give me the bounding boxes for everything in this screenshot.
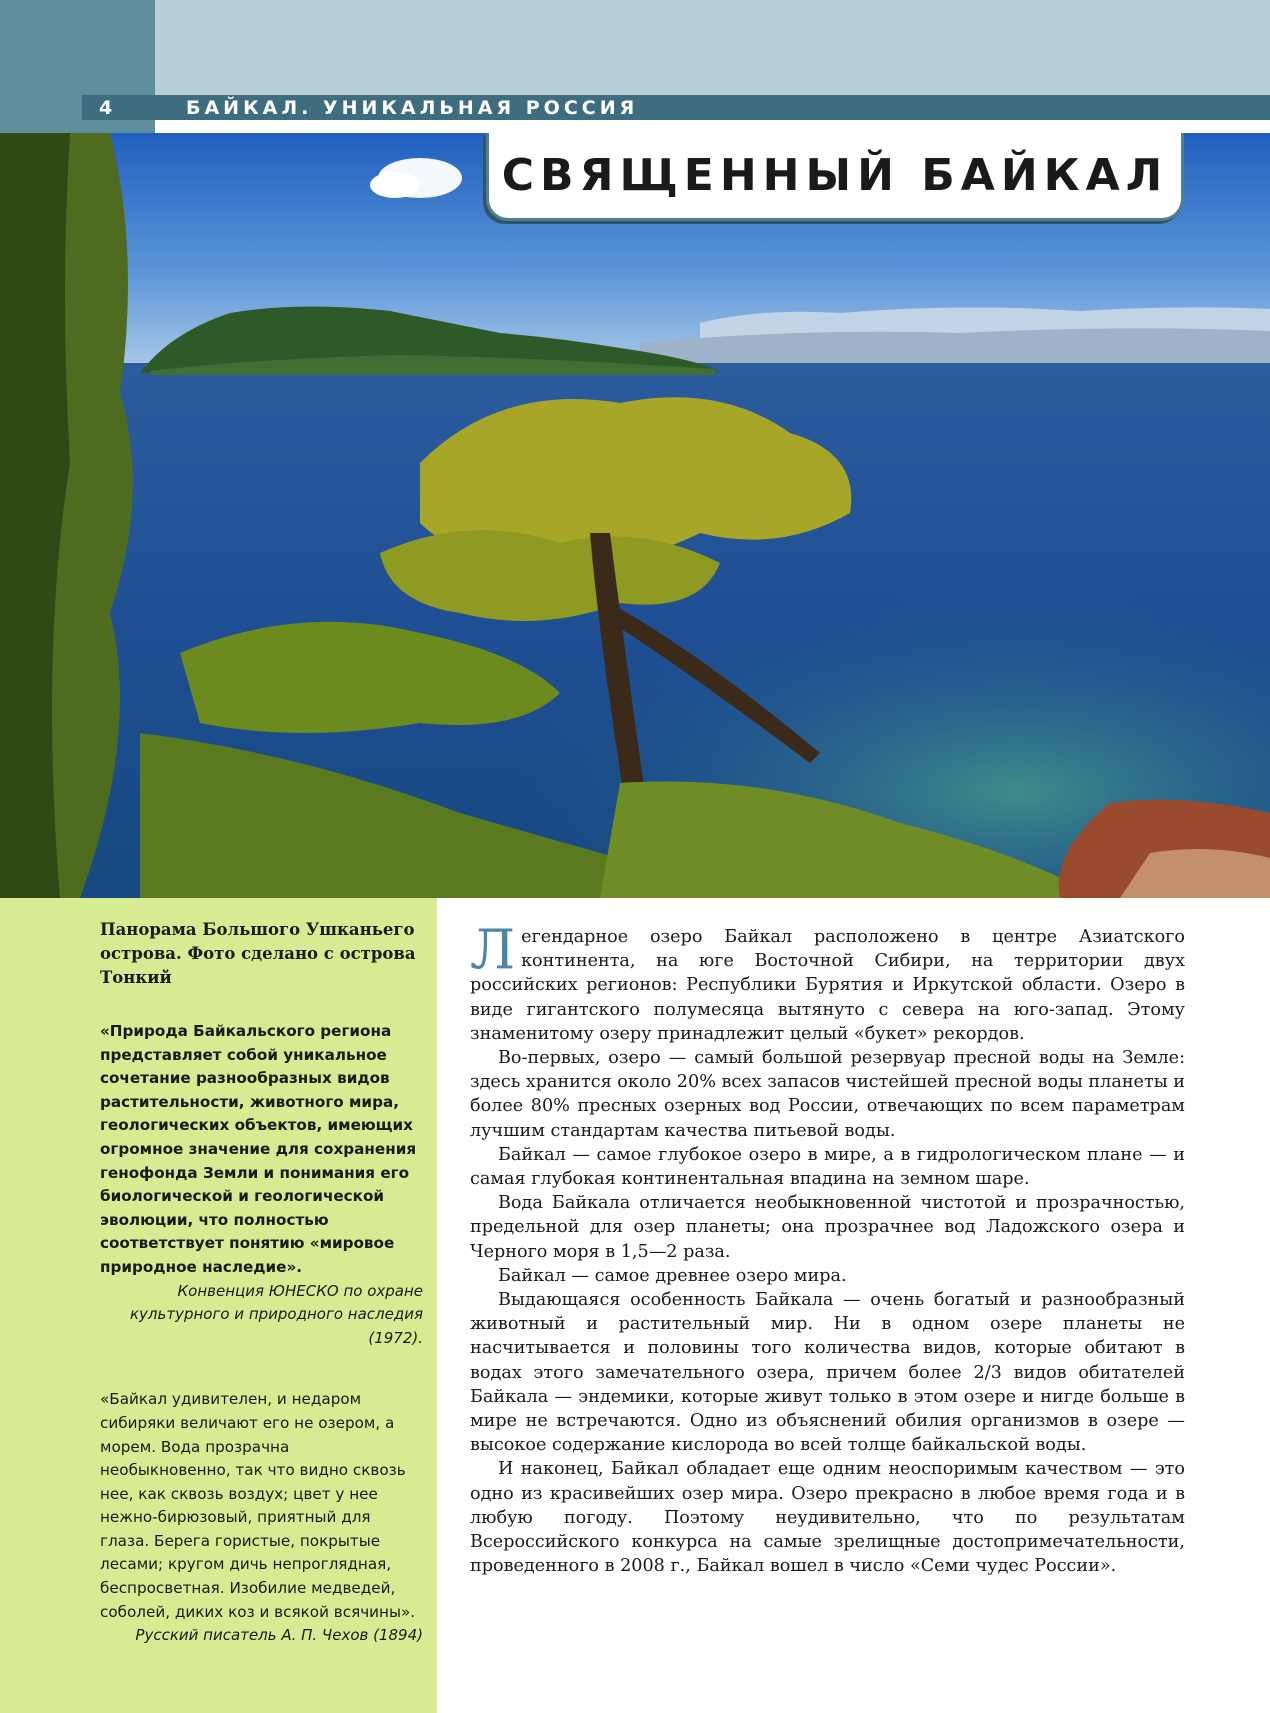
title-box xyxy=(486,133,1184,221)
chekhov-quote: «Байкал удивителен, и недаром сибиряки величают его не озером, а морем. Вода прозрачна необыкновенно, так что видно сквозь нее, как сквозь воздух; цвет у нее нежно-бирюзовый, приятный для глаза. Берега гористые, покрытые лесами; кругом дичь непроглядная, беспросветная. Изобилие медведей, соболей, диких коз и всякой всячины». xyxy=(100,1390,416,1621)
article-body xyxy=(470,918,1186,1578)
article-paragraph-2: Во-первых, озеро — самый большой резервуар пресной воды на Земле: здесь хранится около 20% всех запасов чистейшей пресной воды планеты и более 80% пресных озерных вод России, отвечающих по всем параметрам лучшим стандартам качества питьевой воды. xyxy=(470,1048,1186,1141)
article-paragraph-5: Байкал — самое древнее озеро мира. xyxy=(498,1265,847,1286)
unesco-quote: «Природа Байкальского региона представляет собой уникальное сочетание разнообразных видов растительности, животного мира, геологических объектов, имеющих огромное значение для сохранения генофонда Земли и понимания его биологической и геологической эволюции, что полностью соответствует понятию «мировое природное наследие». xyxy=(100,1022,417,1276)
top-band xyxy=(0,0,1270,95)
landscape-photo-icon xyxy=(0,133,1270,898)
sidebar xyxy=(0,898,437,1713)
photo-caption: Панорама Большого Ушканьего острова. Фото сделано с острова Тонкий xyxy=(100,920,416,987)
article-paragraph-4: Вода Байкала отличается необыкновенной чистотой и прозрачностью, предельной для озер планеты; она прозрачнее вод Ладожского озера и Черного моря в 1,5—2 раза. xyxy=(470,1193,1185,1262)
article-paragraph-6: Выдающаяся особенность Байкала — очень богатый и разнообразный животный и растительный мир. Ни в одном озере планеты не насчитывается и половины того количества видов, которые обитают в водах этого замечательного озера, причем более 2/3 видов обитателей Байкала — эндемики, которые живут только в этом озере и нигде больше в мире не встречаются. Одно из объяснений обилия организмов в озере — высокое содержание кислорода во всей толще байкальской воды. xyxy=(470,1290,1185,1456)
article-paragraph-7: И наконец, Байкал обладает еще одним неоспоримым качеством — это одно из красивейших озер мира. Озеро прекрасно в любое время года и в любую погоду. Поэтому неудивительно, что по результатам Всероссийского конкурса на самые зрелищные достопримечательности, проведенного в 2008 г., Байкал вошел в число «Семи чудес России». xyxy=(470,1459,1185,1577)
running-title: БАЙКАЛ. УНИКАЛЬНАЯ РОССИЯ xyxy=(186,96,639,119)
page-number: 4 xyxy=(99,96,113,119)
chekhov-quote-source: Русский писатель А. П. Чехов (1894) xyxy=(135,1626,423,1645)
page-title: СВЯЩЕННЫЙ БАЙКАЛ xyxy=(501,150,1169,201)
article-paragraph-1-text: егендарное озеро Байкал расположено в центре Азиатского континента, на юге Восточной Сибири, на территории двух российских регионов: Республики Бурятия и Иркутской области. Озеро в виде гигантского полумесяца вытянуто с севера на юго-запад. Этому знаменитому озеру принадлежит целый «букет» рекордов. xyxy=(470,927,1185,1044)
drop-cap: Л xyxy=(470,918,516,981)
running-header xyxy=(82,95,1270,120)
unesco-quote-source: Конвенция ЮНЕСКО по охране культурного и природного наследия (1972). xyxy=(130,1281,423,1347)
article-paragraph-3: Байкал — самое глубокое озеро в мире, а в гидрологическом плане — и самая глубокая континентальная впадина на земном шаре. xyxy=(470,1144,1185,1190)
article-paragraph-1 xyxy=(470,918,1185,1046)
lake-baikal-photo xyxy=(0,133,1270,898)
